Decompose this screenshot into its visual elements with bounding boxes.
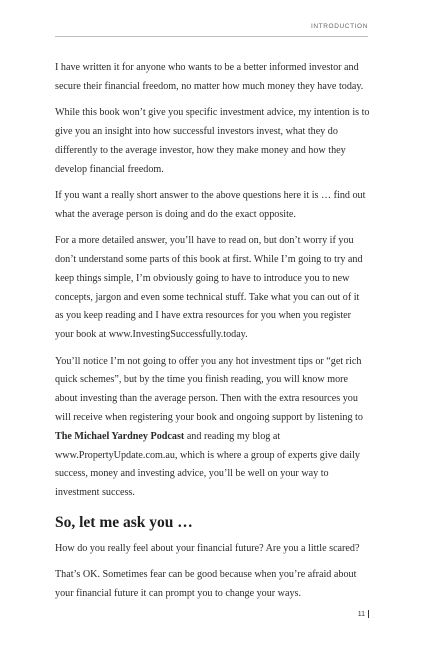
paragraph-5-text-before: You’ll notice I’m not going to offer you any hot investment tips or “get rich quick schemes”, but by the time you finish reading, you will know more about investing than the average person. Then with the extra resources you will receive when registering your book and ongoing support by listening to [55, 355, 363, 423]
paragraph-1: I have written it for anyone who wants to be a better informed investor and secure their financial freedom, no matter how much money they have today. [55, 62, 364, 92]
section-heading: So, let me ask you … [55, 513, 193, 531]
paragraph-5-text-after: and reading my blog at www.PropertyUpdate.com.au, which is where a group of experts give daily success, money and investing advice, you’ll be well on your way to investment success. [55, 430, 360, 499]
header-rule [55, 36, 368, 37]
paragraph-7: That’s OK. Sometimes fear can be good because when you’re afraid about your financial future it can prompt you to change your ways. [55, 569, 357, 600]
paragraph-6: How do you really feel about your financial future? Are you a little scared? [55, 542, 360, 554]
page-number-bar [368, 610, 369, 618]
page-number-text: 11 [357, 610, 365, 618]
running-head: INTRODUCTION [310, 23, 368, 30]
page-body [55, 59, 370, 611]
paragraph-5 [55, 353, 370, 503]
paragraph-4: For a more detailed answer, you’ll have to read on, but don’t worry if you don’t understand some parts of this book at first. While I’m going to try and keep things simple, I’m obviously going to have to introduce you to new concepts, jargon and even some technical stuff. Take what you can out of it as you keep reading and I have extra resources for you when you register your book at www.InvestingSuccessfully.today. [55, 235, 363, 341]
podcast-title: The Michael Yardney Podcast [55, 430, 185, 442]
paragraph-2: While this book won’t give you specific investment advice, my intention is to give you an insight into how successful investors invest, what they do differently to the average investor, how they make money and how they develop financial freedom. [55, 107, 370, 175]
paragraph-3: If you want a really short answer to the above questions here it is … find out what the average person is doing and do the exact opposite. [55, 189, 366, 220]
page-number [358, 610, 369, 618]
